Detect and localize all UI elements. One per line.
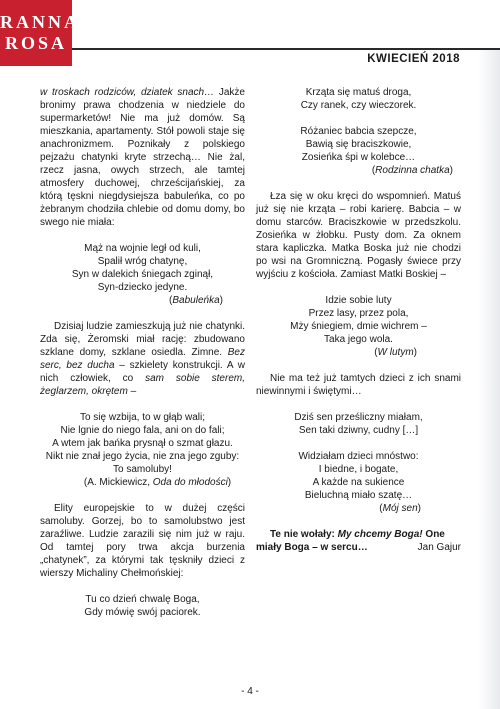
page-number: - 4 - bbox=[241, 686, 259, 697]
poem-line: Czy ranek, czy wieczorek. bbox=[300, 100, 417, 111]
paragraph-1-text: Jakże bronimy prawa chodzenia w niedziele do supermarketów! Nie ma już domów. Są mieszkania, apartamenty. Stół powoli staje się anachronizmem. Poznikały z polskiego pejzażu chatynki kryte strzechą… Nie żal, rzecz jasna, owych strzech, ale tamtej atmosfery duchowej, chrześcijańskiej, za którą tęskni niegdysiejsza babuleńka, co po żebranym chodziła chlebie od domu domy, bo swego nie miała: bbox=[40, 87, 245, 228]
poem-line: Przez lasy, przez pola, bbox=[308, 308, 409, 319]
logo-line-2: ROSA bbox=[4, 33, 67, 53]
poem-line: Zosieńka śpi w kolebce… bbox=[301, 152, 416, 163]
author-signature: Jan Gajur bbox=[417, 542, 461, 553]
poem-line: Sen taki dziwny, cudny […] bbox=[298, 425, 419, 436]
poem-line: Krząta się matuś droga, bbox=[305, 87, 412, 98]
poem-line: Nie lgnie do niego fala, ani on do fali; bbox=[60, 425, 225, 436]
page-edge-shade bbox=[478, 50, 500, 709]
poem-source: (Babuleńka) bbox=[169, 295, 223, 306]
poem-w-lutym bbox=[256, 294, 461, 346]
issue-date: KWIECIEŃ 2018 bbox=[367, 53, 460, 65]
poem-source: (Mój sen) bbox=[379, 503, 421, 514]
paragraph-3: Elity europejskie to w dużej części samoluby. Gorzej, bo to samolubstwo jest zaraźliwe. Ludzie zarazili się nim już w raju. Od tamtej pory trwa akcja burzenia „chatynek”, za którymi tak tęskniły dzieci z wierszy Michaliny Chełmońskiej: bbox=[40, 503, 245, 579]
paragraph-2: Dzisiaj ludzie zamieszkują już nie chatynki. Zda się, Żeromski miał rację: zbudowano szklane domy, szklane osiedla. Zimne. Bez serc, bez ducha – szkielety konstrukcji. A w nich człowiek, co sam sobie sterem, żeglarzem, okrętem – bbox=[40, 321, 245, 397]
poem-source: (Rodzinna chatka) bbox=[371, 165, 453, 176]
poem-line: Taka jego wola. bbox=[324, 334, 393, 345]
header-rule bbox=[72, 48, 500, 50]
left-column bbox=[40, 86, 245, 619]
paragraph-4: Łza się w oku kręci do wspomnień. Matuś już się nie krząta – robi karierę. Babcia – w domu starców. Braciszkowie w przedszkolu. Zosieńka w żłobku. Pusty dom. Za oknem stara kapliczka. Matka Boska już nie chodzi po wsi na Gromniczną. Pogasły świece przy wyjściu z kościoła. Zamiast Matki Boskiej – bbox=[256, 191, 461, 280]
poem-attribution: (A. Mickiewicz, Oda do młodości) bbox=[83, 477, 232, 488]
poem-line: Tu co dzień chwalę Boga, bbox=[85, 594, 200, 605]
poem-line: To się wzbija, to w głąb wali; bbox=[79, 412, 206, 423]
paragraph-1 bbox=[40, 86, 245, 229]
paragraph-5: Nie ma też już tamtych dzieci z ich snami niewinnymi i świętymi… bbox=[256, 373, 461, 397]
poem-line: Mąż na wojnie legł od kuli, bbox=[84, 243, 201, 254]
poem-line: Spalił wróg chatynę, bbox=[97, 256, 188, 267]
poem-line: A wtem jak bańka prysnął o szmat głazu. bbox=[52, 438, 233, 449]
poem-line: Mży śniegiem, dmie wichrem – bbox=[290, 321, 427, 332]
logo-line-1: RANNA bbox=[0, 12, 80, 32]
poem-line: Nikt nie znał jego życia, nie zna jego zguby: bbox=[45, 451, 240, 462]
poem-line: Idzie sobie luty bbox=[325, 295, 392, 306]
poem-line: Bawią się braciszkowie, bbox=[305, 139, 412, 150]
poem-babulenka bbox=[40, 242, 245, 294]
poem-chatka-cont bbox=[256, 86, 461, 112]
poem-line: Bieluchną miało szatę… bbox=[304, 490, 413, 501]
poem-chatka-stanza bbox=[256, 125, 461, 164]
poem-chatka-start bbox=[40, 593, 245, 619]
poem-line: Syn-dziecko jedyne. bbox=[97, 282, 188, 293]
poem-line: To samoluby! bbox=[113, 464, 172, 475]
magazine-logo bbox=[0, 0, 80, 66]
poem-moj-sen bbox=[256, 450, 461, 502]
poem-line: Gdy mówię swój paciorek. bbox=[84, 607, 201, 618]
right-column bbox=[256, 86, 461, 554]
closing-paragraph: Te nie wołały: My chcemy Boga! One miały Boga – w sercu… bbox=[256, 529, 445, 553]
poem-oda bbox=[40, 411, 245, 476]
poem-line: Dziś sen prześliczny miałam, bbox=[294, 412, 423, 423]
poem-source: (W lutym) bbox=[374, 347, 417, 358]
poem-line: Widziałam dzieci mnóstwo: bbox=[298, 451, 419, 462]
poem-line: Syn w dalekich śniegach zginął, bbox=[71, 269, 214, 280]
poem-line: Różaniec babcia szepcze, bbox=[300, 126, 417, 137]
poem-line: A każde na sukience bbox=[312, 477, 405, 488]
poem-moj-sen-intro bbox=[256, 411, 461, 437]
poem-line: I biedne, i bogate, bbox=[318, 464, 399, 475]
paragraph-1-italic: w troskach rodziców, dziatek snach… bbox=[40, 87, 215, 98]
